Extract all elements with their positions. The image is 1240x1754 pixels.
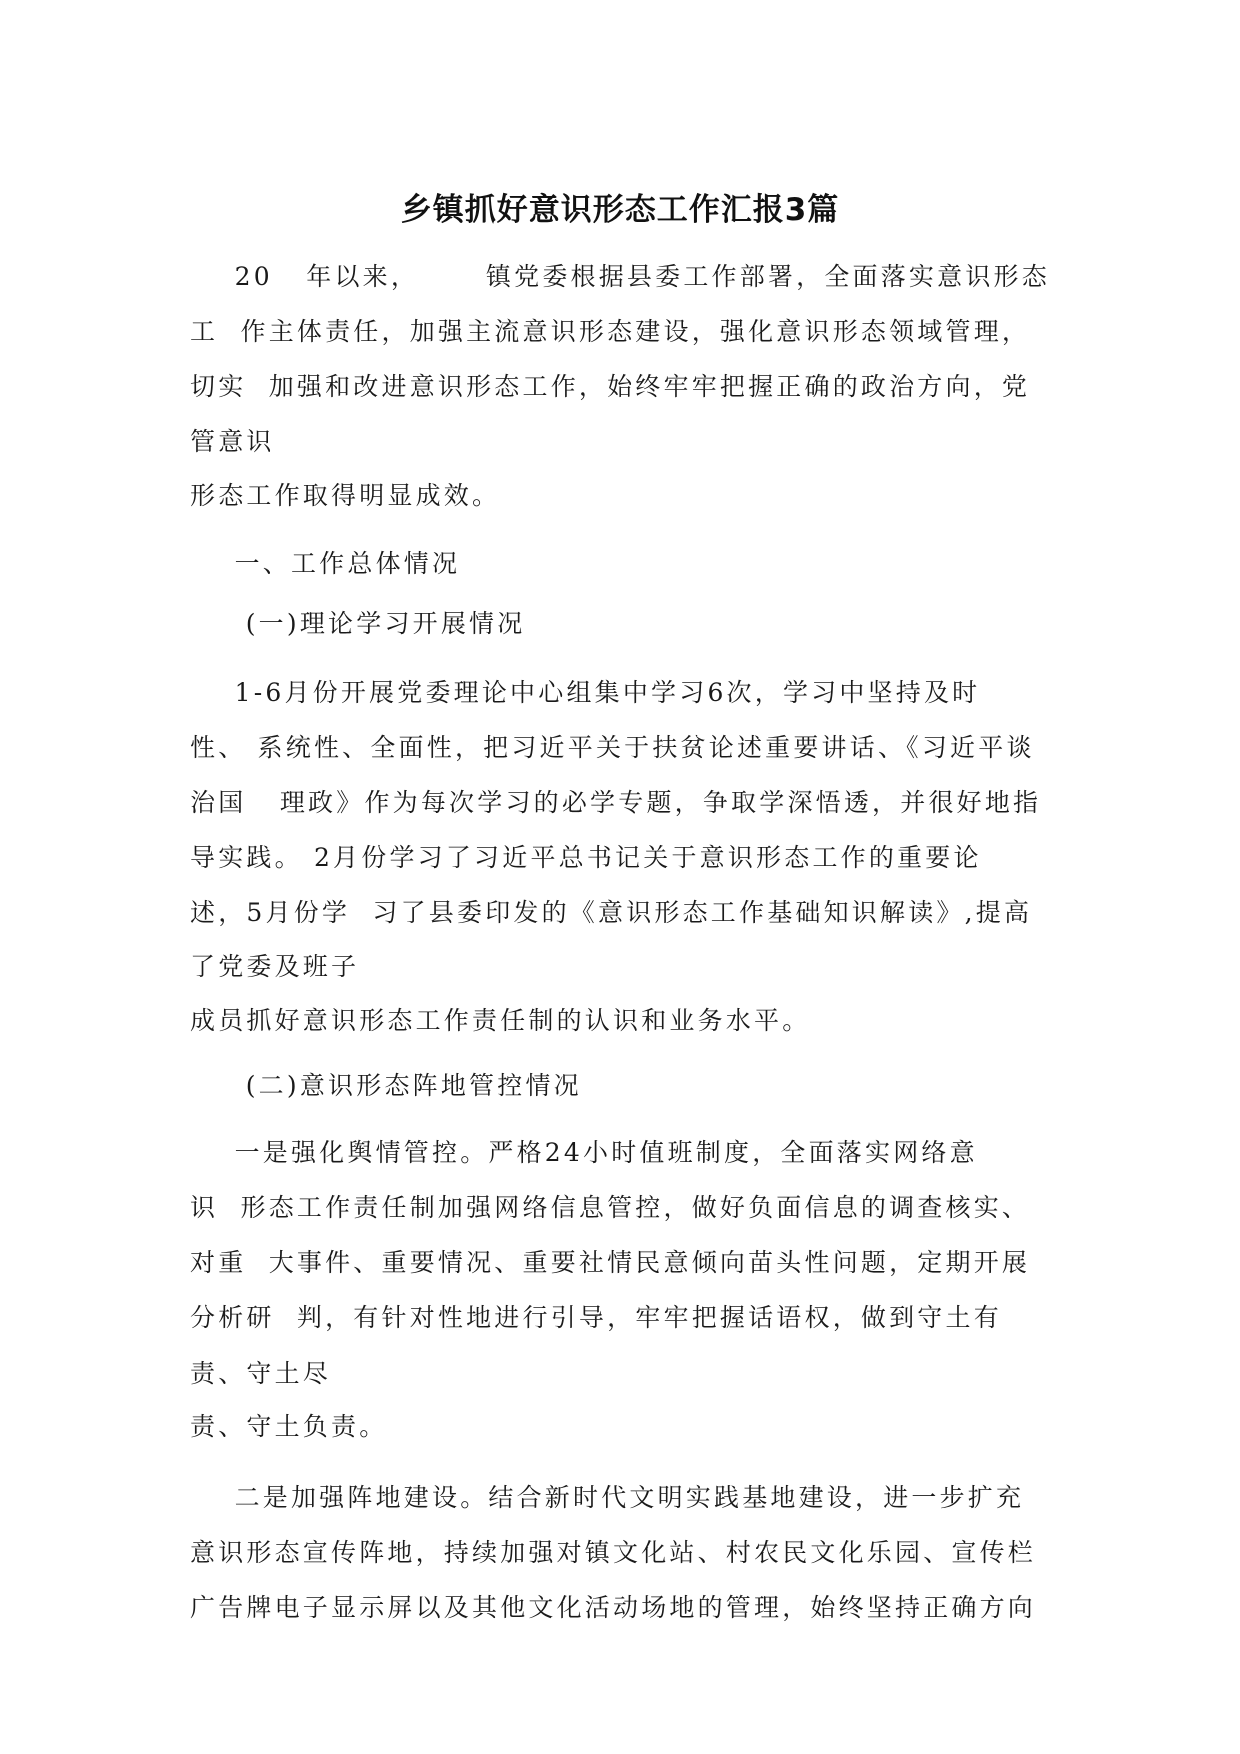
paragraph-line: 管意识 — [190, 427, 275, 456]
paragraph-line: 广告牌电子显示屏以及其他文化活动场地的管理，始终坚持正确方向 — [190, 1593, 1037, 1622]
paragraph-line: 责、守土负责。 — [190, 1412, 388, 1441]
paragraph-line: 导实践。 2月份学习了习近平总书记关于意识形态工作的重要论 — [190, 843, 982, 872]
paragraph-line: 1-6月份开展党委理论中心组集中学习6次，学习中坚持及时 — [190, 678, 981, 707]
paragraph-line: 识 形态工作责任制加强网络信息管控，做好负面信息的调查核实、 — [190, 1193, 1031, 1222]
paragraph-line: 20 年以来， 镇党委根据县委工作部署，全面落实意识形态 — [190, 262, 1050, 291]
paragraph-line: 工 作主体责任，加强主流意识形态建设，强化意识形态领域管理， — [190, 317, 1031, 346]
subsection-heading: (二)意识形态阵地管控情况 — [190, 1071, 582, 1100]
paragraph-line: 二是加强阵地建设。结合新时代文明实践基地建设，进一步扩充 — [190, 1483, 1025, 1512]
paragraph-line: 性、 系统性、全面性，把习近平关于扶贫论述重要讲话、《习近平谈 — [190, 733, 1035, 762]
paragraph-line: 责、守土尽 — [190, 1359, 332, 1388]
paragraph-line: 治国 理政》作为每次学习的必学专题，争取学深悟透，并很好地指 — [190, 788, 1042, 817]
paragraph-line: 了党委及班子 — [190, 952, 360, 981]
paragraph-line: 述，5月份学 习了县委印发的《意识形态工作基础知识解读》,提高 — [190, 898, 1033, 927]
subsection-heading: (一)理论学习开展情况 — [190, 609, 526, 638]
paragraph-line: 对重 大事件、重要情况、重要社情民意倾向苗头性问题，定期开展 — [190, 1248, 1031, 1277]
paragraph-line: 形态工作取得明显成效。 — [190, 481, 501, 510]
section-heading: 一、工作总体情况 — [190, 549, 461, 578]
paragraph-line: 一是强化舆情管控。严格24小时值班制度，全面落实网络意 — [190, 1138, 978, 1167]
paragraph-line: 意识形态宣传阵地，持续加强对镇文化站、村农民文化乐园、宣传栏 — [190, 1538, 1037, 1567]
paragraph-line: 成员抓好意识形态工作责任制的认识和业务水平。 — [190, 1006, 811, 1035]
paragraph-line: 切实 加强和改进意识形态工作，始终牢牢把握正确的政治方向，党 — [190, 372, 1031, 401]
paragraph-line: 分析研 判，有针对性地进行引导，牢牢把握话语权，做到守土有 — [190, 1303, 1002, 1332]
document-title: 乡镇抓好意识形态工作汇报3篇 — [400, 192, 840, 228]
